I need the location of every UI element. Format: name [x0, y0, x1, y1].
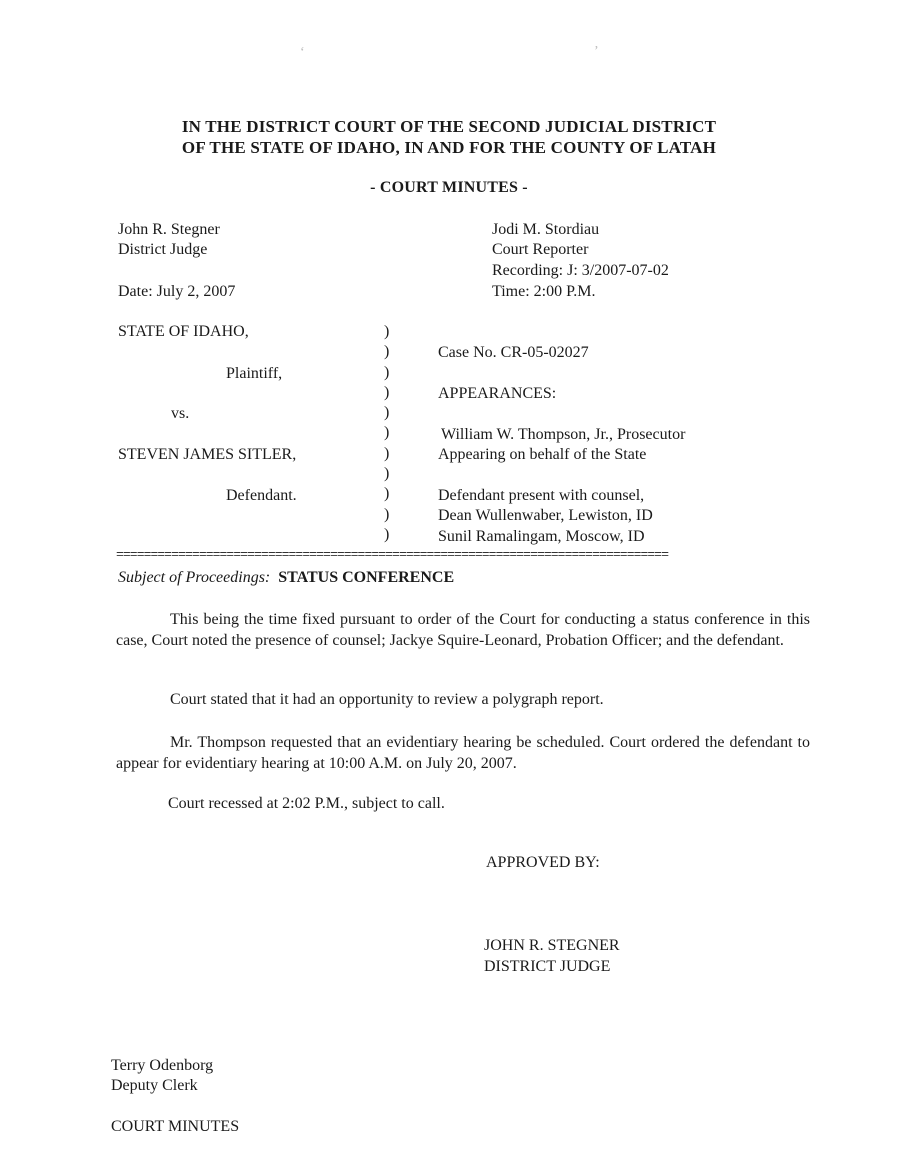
paren: )	[384, 485, 390, 503]
paren: )	[384, 505, 390, 523]
clerk-name: Terry Odenborg	[111, 1057, 214, 1074]
defendant-name: STEVEN JAMES SITLER,	[118, 446, 297, 463]
caption-parentheses	[384, 322, 389, 545]
reporter-title: Court Reporter	[492, 241, 589, 258]
appearances-label: APPEARANCES:	[438, 385, 557, 402]
plaintiff-name: STATE OF IDAHO,	[118, 323, 249, 340]
approved-by-label: APPROVED BY:	[486, 854, 600, 871]
clerk-title: Deputy Clerk	[111, 1077, 198, 1094]
section-divider: ================================================================================	[116, 548, 669, 562]
paren: )	[384, 343, 390, 361]
judge-name: John R. Stegner	[118, 221, 220, 238]
subject-of-proceedings	[118, 568, 454, 588]
hearing-time: Time: 2:00 P.M.	[492, 283, 596, 300]
court-heading-line2: OF THE STATE OF IDAHO, IN AND FOR THE COUNTY OF LATAH	[181, 138, 717, 157]
scan-speck: ʼ	[594, 44, 599, 59]
plaintiff-label: Plaintiff,	[226, 365, 283, 382]
court-heading-line1: IN THE DISTRICT COURT OF THE SECOND JUDICIAL DISTRICT	[181, 117, 717, 136]
subject-value: STATUS CONFERENCE	[278, 569, 455, 586]
defense-counsel-2: Sunil Ramalingam, Moscow, ID	[438, 528, 645, 545]
paren: )	[384, 444, 390, 462]
paren: )	[384, 404, 390, 422]
prosecutor-name: William W. Thompson, Jr., Prosecutor	[441, 426, 686, 443]
hearing-date: Date: July 2, 2007	[118, 283, 236, 300]
versus-label: vs.	[171, 405, 190, 422]
prosecutor-role: Appearing on behalf of the State	[438, 446, 647, 463]
body-paragraph-1: This being the time fixed pursuant to order of the Court for conducting a status conference in this case, Court noted the presence of counsel; Jackye Squire-Leonard, Probation Officer; and the defendant.	[116, 611, 810, 649]
judge-title: District Judge	[118, 241, 208, 258]
paren: )	[384, 525, 390, 543]
body-paragraph-3: Mr. Thompson requested that an evidentiary hearing be scheduled. Court ordered the defendant to appear for evidentiary hearing at 10:00 A.M. on July 20, 2007.	[116, 734, 810, 772]
defendant-label: Defendant.	[226, 487, 297, 504]
footer-label: COURT MINUTES	[111, 1118, 240, 1135]
approving-judge-name: JOHN R. STEGNER	[484, 937, 620, 954]
paren: )	[384, 424, 390, 442]
paren: )	[384, 323, 390, 340]
case-number: Case No. CR-05-02027	[438, 344, 589, 361]
approving-judge-title: DISTRICT JUDGE	[484, 958, 611, 975]
defense-counsel-intro: Defendant present with counsel,	[438, 487, 645, 504]
body-paragraph-4: Court recessed at 2:02 P.M., subject to call.	[168, 795, 445, 812]
paren: )	[384, 363, 390, 381]
court-minutes-title: - COURT MINUTES -	[370, 179, 528, 196]
recording-info: Recording: J: 3/2007-07-02	[492, 262, 669, 279]
scan-speck: ʻ	[300, 45, 305, 60]
subject-label: Subject of Proceedings:	[118, 569, 271, 586]
defense-counsel-1: Dean Wullenwaber, Lewiston, ID	[438, 507, 653, 524]
paren: )	[384, 383, 390, 401]
reporter-name: Jodi M. Stordiau	[492, 221, 600, 238]
paren: )	[384, 465, 390, 483]
body-paragraph-2: Court stated that it had an opportunity to review a polygraph report.	[170, 691, 604, 708]
